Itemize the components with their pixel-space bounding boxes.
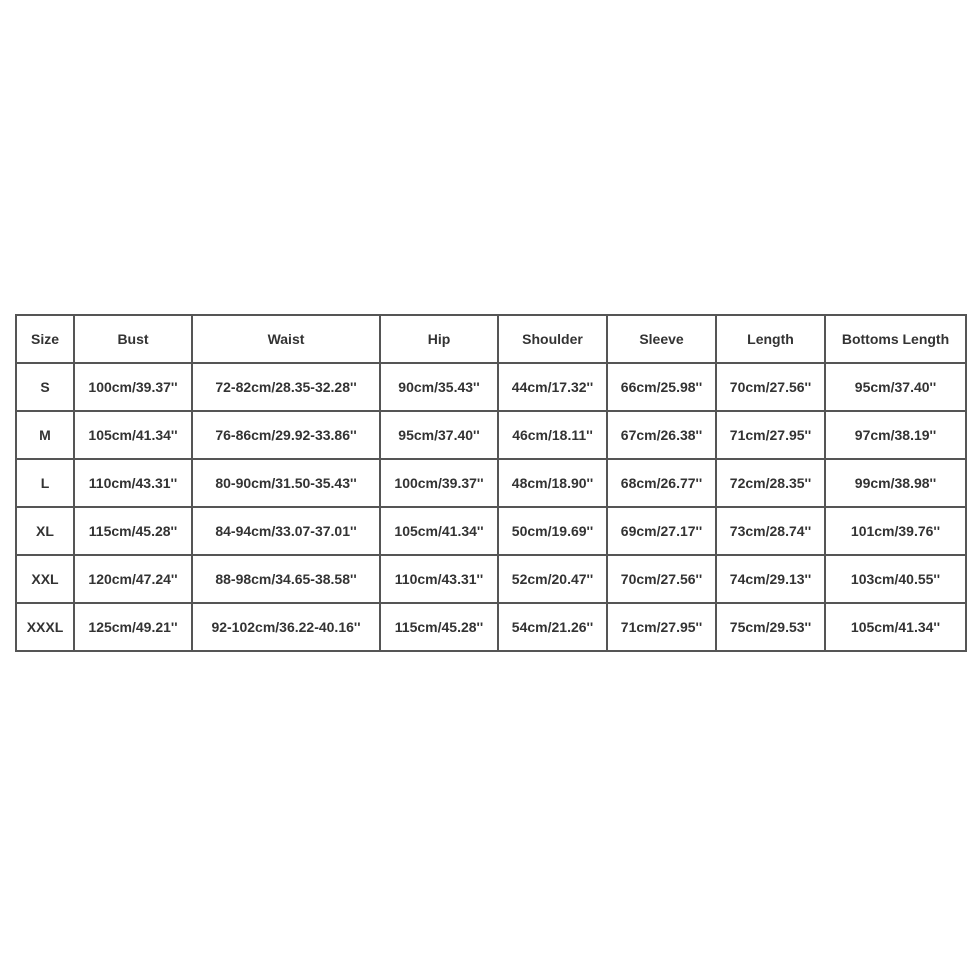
bottoms-length-cell: 101cm/39.76'' xyxy=(825,507,966,555)
bottoms-length-cell: 99cm/38.98'' xyxy=(825,459,966,507)
hip-cell: 90cm/35.43'' xyxy=(380,363,498,411)
table-row xyxy=(16,603,966,651)
hip-cell: 110cm/43.31'' xyxy=(380,555,498,603)
header-row xyxy=(16,315,966,363)
sleeve-cell: 67cm/26.38'' xyxy=(607,411,716,459)
hip-cell: 100cm/39.37'' xyxy=(380,459,498,507)
bust-cell: 110cm/43.31'' xyxy=(74,459,192,507)
length-cell: 75cm/29.53'' xyxy=(716,603,825,651)
size-cell: L xyxy=(16,459,74,507)
bottoms-length-cell: 97cm/38.19'' xyxy=(825,411,966,459)
hip-cell: 115cm/45.28'' xyxy=(380,603,498,651)
shoulder-cell: 46cm/18.11'' xyxy=(498,411,607,459)
waist-cell: 76-86cm/29.92-33.86'' xyxy=(192,411,380,459)
size-chart-table xyxy=(15,314,967,652)
bottoms-length-cell: 103cm/40.55'' xyxy=(825,555,966,603)
bust-cell: 125cm/49.21'' xyxy=(74,603,192,651)
table-row xyxy=(16,507,966,555)
size-cell: XXXL xyxy=(16,603,74,651)
waist-cell: 84-94cm/33.07-37.01'' xyxy=(192,507,380,555)
header-cell-size: Size xyxy=(16,315,74,363)
length-cell: 71cm/27.95'' xyxy=(716,411,825,459)
waist-cell: 72-82cm/28.35-32.28'' xyxy=(192,363,380,411)
waist-cell: 80-90cm/31.50-35.43'' xyxy=(192,459,380,507)
header-cell-waist: Waist xyxy=(192,315,380,363)
shoulder-cell: 44cm/17.32'' xyxy=(498,363,607,411)
shoulder-cell: 48cm/18.90'' xyxy=(498,459,607,507)
hip-cell: 95cm/37.40'' xyxy=(380,411,498,459)
header-cell-bottoms-length: Bottoms Length xyxy=(825,315,966,363)
shoulder-cell: 52cm/20.47'' xyxy=(498,555,607,603)
length-cell: 72cm/28.35'' xyxy=(716,459,825,507)
shoulder-cell: 50cm/19.69'' xyxy=(498,507,607,555)
header-cell-bust: Bust xyxy=(74,315,192,363)
bust-cell: 105cm/41.34'' xyxy=(74,411,192,459)
bottoms-length-cell: 105cm/41.34'' xyxy=(825,603,966,651)
size-cell: S xyxy=(16,363,74,411)
waist-cell: 92-102cm/36.22-40.16'' xyxy=(192,603,380,651)
header-cell-sleeve: Sleeve xyxy=(607,315,716,363)
header-cell-length: Length xyxy=(716,315,825,363)
sleeve-cell: 70cm/27.56'' xyxy=(607,555,716,603)
sleeve-cell: 69cm/27.17'' xyxy=(607,507,716,555)
sleeve-cell: 68cm/26.77'' xyxy=(607,459,716,507)
waist-cell: 88-98cm/34.65-38.58'' xyxy=(192,555,380,603)
sleeve-cell: 71cm/27.95'' xyxy=(607,603,716,651)
length-cell: 74cm/29.13'' xyxy=(716,555,825,603)
bust-cell: 115cm/45.28'' xyxy=(74,507,192,555)
hip-cell: 105cm/41.34'' xyxy=(380,507,498,555)
sleeve-cell: 66cm/25.98'' xyxy=(607,363,716,411)
header-cell-hip: Hip xyxy=(380,315,498,363)
table-row xyxy=(16,459,966,507)
bottoms-length-cell: 95cm/37.40'' xyxy=(825,363,966,411)
size-cell: XL xyxy=(16,507,74,555)
table-row xyxy=(16,411,966,459)
size-cell: M xyxy=(16,411,74,459)
shoulder-cell: 54cm/21.26'' xyxy=(498,603,607,651)
bust-cell: 120cm/47.24'' xyxy=(74,555,192,603)
size-cell: XXL xyxy=(16,555,74,603)
header-cell-shoulder: Shoulder xyxy=(498,315,607,363)
length-cell: 73cm/28.74'' xyxy=(716,507,825,555)
table-row xyxy=(16,363,966,411)
length-cell: 70cm/27.56'' xyxy=(716,363,825,411)
bust-cell: 100cm/39.37'' xyxy=(74,363,192,411)
table-row xyxy=(16,555,966,603)
